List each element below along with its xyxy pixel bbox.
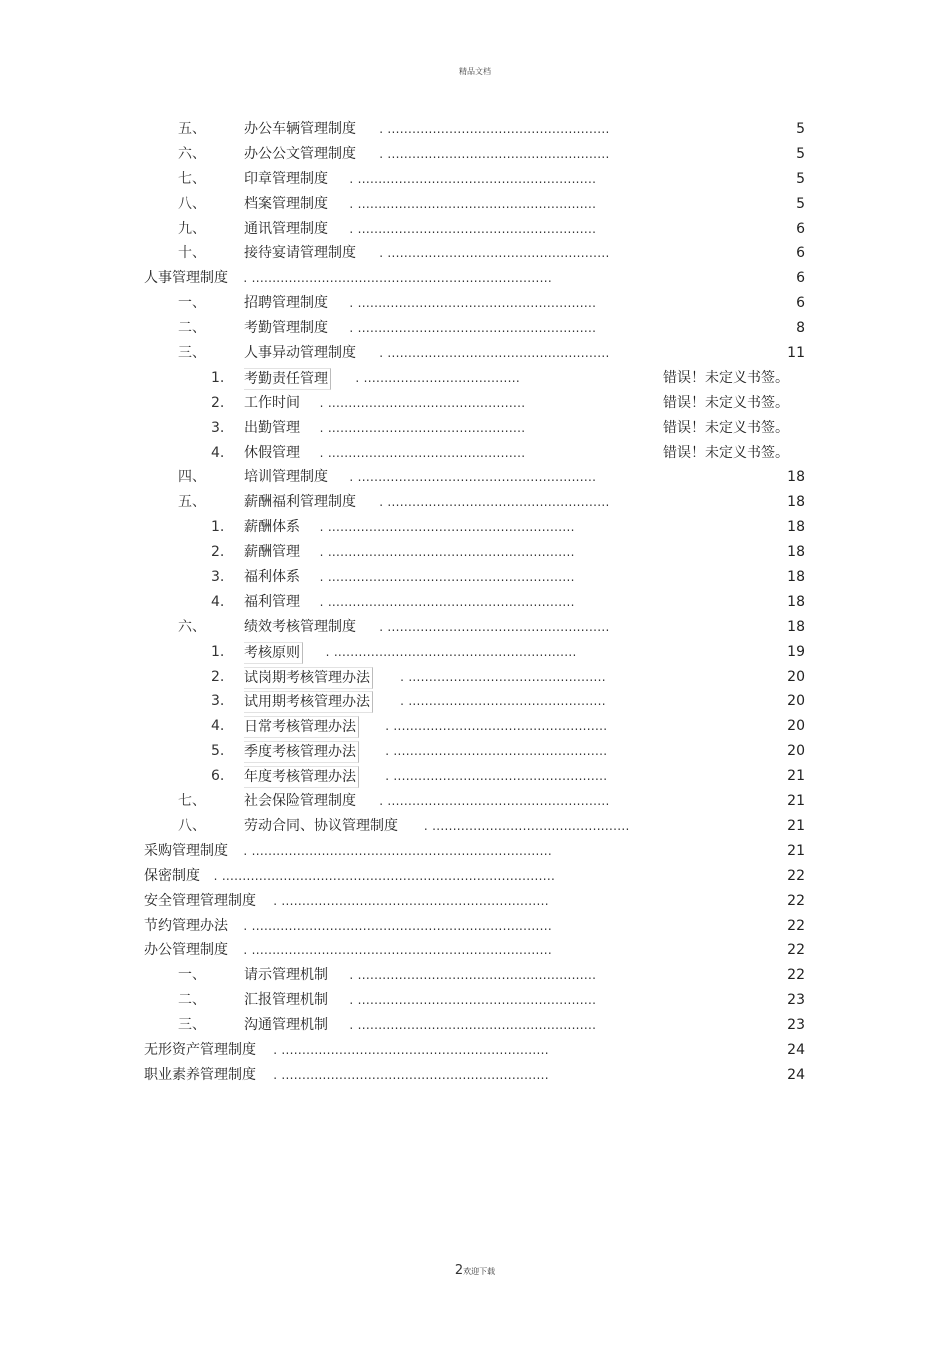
toc-entry[interactable] — [0, 167, 950, 192]
toc-entry[interactable] — [0, 1013, 950, 1038]
toc-entry-title: 薪酬福利管理制度 — [244, 494, 356, 511]
toc-entry-number: 十、 — [178, 245, 206, 262]
toc-leader-dots: . ................................................................. — [273, 893, 549, 908]
toc-entry-title: 福利体系 — [244, 569, 300, 586]
toc-entry[interactable] — [0, 739, 950, 764]
toc-entry-page: 20 — [787, 743, 805, 760]
toc-entry-title: 日常考核管理办法 — [244, 716, 359, 738]
toc-entry[interactable] — [0, 540, 950, 565]
toc-entry-title: 考勤责任管理 — [244, 368, 331, 390]
toc-entry-page: 错误！未定义书签。 — [663, 369, 789, 386]
toc-entry-number: 六、 — [178, 618, 206, 635]
toc-leader-dots: . ...................................................... — [379, 619, 610, 634]
toc-leader-dots: . .................................................... — [385, 744, 608, 759]
toc-entry[interactable] — [0, 938, 950, 963]
toc-entry-number: 九、 — [178, 220, 206, 237]
toc-entry[interactable] — [0, 764, 950, 789]
toc-leader-dots: . ................................................ — [319, 420, 526, 435]
toc-leader-dots: . .......................................................... — [349, 196, 597, 211]
toc-entry[interactable] — [0, 341, 950, 366]
toc-entry-page: 18 — [787, 494, 805, 511]
toc-entry-title: 节约管理办法 — [144, 917, 228, 934]
toc-entry-number: 3. — [211, 419, 225, 436]
toc-entry-title: 年度考核管理办法 — [244, 766, 359, 788]
toc-entry-page: 18 — [787, 544, 805, 561]
toc-entry[interactable] — [0, 814, 950, 839]
toc-entry-title: 试岗期考核管理办法 — [244, 667, 373, 689]
toc-entry-page: 5 — [796, 170, 805, 187]
toc-leader-dots: . .................................................... — [385, 769, 608, 784]
toc-leader-dots: . ......................................................................... — [243, 918, 552, 933]
toc-entry[interactable] — [0, 914, 950, 939]
toc-entry-page: 11 — [787, 345, 805, 362]
toc-entry-number: 三、 — [178, 1017, 206, 1034]
toc-leader-dots: . ...................................................... — [379, 122, 610, 136]
toc-entry-page: 24 — [787, 1041, 805, 1058]
toc-leader-dots: . ...................................................... — [379, 794, 610, 809]
toc-entry[interactable] — [0, 640, 950, 665]
toc-leader-dots: . ................................................ — [319, 445, 526, 460]
toc-entry-page: 22 — [787, 942, 805, 959]
toc-entry-title: 无形资产管理制度 — [144, 1041, 256, 1058]
toc-entry-title: 出勤管理 — [244, 419, 300, 436]
toc-entry[interactable] — [0, 441, 950, 466]
toc-entry-number: 二、 — [178, 992, 206, 1009]
toc-leader-dots: . ...................................................... — [379, 246, 610, 261]
toc-leader-dots: . .......................................................... — [349, 993, 597, 1008]
toc-leader-dots: . ......................................................................... — [243, 271, 552, 286]
toc-entry[interactable] — [0, 217, 950, 242]
toc-entry-page: 18 — [787, 569, 805, 586]
toc-entry[interactable] — [0, 988, 950, 1013]
toc-leader-dots: . ................................................ — [319, 395, 526, 410]
toc-entry-page: 6 — [796, 245, 805, 262]
toc-leader-dots: . .......................................................... — [349, 968, 597, 983]
toc-entry-number: 八、 — [178, 195, 206, 212]
toc-entry-page: 5 — [796, 195, 805, 212]
toc-entry-page: 21 — [787, 793, 805, 810]
toc-entry-page: 19 — [787, 643, 805, 660]
toc-entry[interactable] — [0, 266, 950, 291]
toc-entry-number: 1. — [211, 369, 225, 386]
toc-leader-dots: . .......................................................... — [349, 221, 597, 236]
toc-leader-dots: . ............................................................ — [319, 545, 575, 560]
toc-entry[interactable] — [0, 665, 950, 690]
toc-leader-dots: . ......................................................................... — [243, 843, 552, 858]
toc-entry-title: 人事管理制度 — [144, 270, 228, 287]
toc-entry-page: 18 — [787, 593, 805, 610]
toc-entry-title: 培训管理制度 — [244, 469, 328, 486]
toc-entry-number: 3. — [211, 693, 225, 710]
toc-entry[interactable] — [0, 714, 950, 739]
toc-entry-number: 1. — [211, 519, 225, 536]
toc-entry-title: 办公车辆管理制度 — [244, 121, 356, 137]
toc-entry-page: 错误！未定义书签。 — [663, 394, 789, 411]
toc-entry-page: 错误！未定义书签。 — [663, 444, 789, 461]
toc-entry-title: 考勤管理制度 — [244, 320, 328, 337]
toc-entry-page: 5 — [796, 121, 805, 137]
toc-leader-dots: . ............................................................ — [319, 570, 575, 585]
toc-entry-number: 一、 — [178, 967, 206, 984]
toc-leader-dots: . .......................................................... — [349, 321, 597, 336]
toc-entry[interactable] — [0, 241, 950, 266]
toc-entry-number: 4. — [211, 718, 225, 735]
toc-entry-number: 二、 — [178, 320, 206, 337]
toc-entry-title: 办公公文管理制度 — [244, 145, 356, 162]
toc-entry-number: 1. — [211, 643, 225, 660]
toc-entry-page: 22 — [787, 967, 805, 984]
toc-entry[interactable] — [0, 291, 950, 316]
toc-entry-number: 六、 — [178, 145, 206, 162]
toc-entry-title: 人事异动管理制度 — [244, 345, 356, 362]
toc-entry[interactable] — [0, 142, 950, 167]
toc-entry-title: 绩效考核管理制度 — [244, 618, 356, 635]
toc-entry-page: 24 — [787, 1066, 805, 1083]
toc-entry[interactable] — [0, 1063, 950, 1088]
toc-entry-title: 保密制度 — [144, 867, 200, 884]
toc-entry-title: 档案管理制度 — [244, 195, 328, 212]
toc-entry[interactable] — [0, 565, 950, 590]
toc-entry-number: 5. — [211, 743, 225, 760]
toc-entry-number: 2. — [211, 544, 225, 561]
toc-entry-title: 考核原则 — [244, 642, 303, 664]
toc-leader-dots: . .......................................................... — [349, 171, 597, 186]
page-header: 精品文档 — [459, 67, 491, 76]
toc-entry-number: 七、 — [178, 170, 206, 187]
toc-entry-page: 8 — [796, 320, 805, 337]
toc-entry-title: 印章管理制度 — [244, 170, 328, 187]
toc-entry[interactable] — [0, 689, 950, 714]
toc-entry[interactable] — [0, 889, 950, 914]
toc-entry-title: 休假管理 — [244, 444, 300, 461]
toc-entry[interactable] — [0, 789, 950, 814]
toc-leader-dots: . ...................................... — [355, 370, 520, 385]
toc-entry-title: 接待宴请管理制度 — [244, 245, 356, 262]
toc-entry-page: 21 — [787, 768, 805, 785]
toc-entry-number: 八、 — [178, 817, 206, 834]
toc-leader-dots: . .......................................................... — [349, 296, 597, 311]
toc-entry[interactable] — [0, 316, 950, 341]
toc-entry-number: 3. — [211, 569, 225, 586]
toc-leader-dots: . ...................................................... — [379, 146, 610, 161]
toc-entry-title: 通讯管理制度 — [244, 220, 328, 237]
toc-entry-title: 薪酬管理 — [244, 544, 300, 561]
toc-entry-number: 一、 — [178, 295, 206, 312]
toc-entry-page: 18 — [787, 618, 805, 635]
toc-entry-page: 23 — [787, 992, 805, 1009]
toc-entry-title: 采购管理制度 — [144, 842, 228, 859]
toc-entry-title: 薪酬体系 — [244, 519, 300, 536]
toc-entry-number: 2. — [211, 394, 225, 411]
toc-leader-dots: . .................................................... — [385, 719, 608, 734]
toc-entry[interactable] — [0, 490, 950, 515]
toc-entry[interactable] — [0, 839, 950, 864]
toc-entry-page: 6 — [796, 295, 805, 312]
toc-entry-number: 三、 — [178, 345, 206, 362]
table-of-contents — [0, 117, 950, 1088]
toc-entry[interactable] — [0, 416, 950, 441]
page-number: 2 — [454, 1263, 464, 1278]
toc-entry-number: 五、 — [178, 494, 206, 511]
page-footer — [0, 1259, 950, 1278]
toc-entry-title: 福利管理 — [244, 593, 300, 610]
toc-entry-title: 沟通管理机制 — [244, 1017, 328, 1034]
toc-entry-number: 4. — [211, 593, 225, 610]
toc-entry-page: 21 — [787, 817, 805, 834]
toc-entry-page: 18 — [787, 469, 805, 486]
toc-entry[interactable] — [0, 192, 950, 217]
toc-leader-dots: . .......................................................... — [349, 470, 597, 485]
toc-leader-dots: . ................................................................................. — [213, 868, 556, 883]
toc-leader-dots: . ................................................ — [400, 669, 606, 684]
toc-entry[interactable] — [0, 615, 950, 640]
toc-entry-page: 错误！未定义书签。 — [663, 419, 789, 436]
toc-leader-dots: . ................................................................. — [273, 1067, 549, 1082]
toc-entry-title: 劳动合同、协议管理制度 — [244, 817, 398, 834]
toc-entry-title: 安全管理管理制度 — [144, 892, 256, 909]
toc-entry-page: 20 — [787, 668, 805, 685]
toc-entry-page: 5 — [796, 145, 805, 162]
toc-entry-page: 6 — [796, 220, 805, 237]
toc-entry-number: 七、 — [178, 793, 206, 810]
toc-entry-number: 2. — [211, 668, 225, 685]
toc-entry-page: 23 — [787, 1017, 805, 1034]
toc-entry-title: 办公管理制度 — [144, 942, 228, 959]
toc-entry-page: 22 — [787, 867, 805, 884]
toc-leader-dots: . ........................................................... — [325, 644, 577, 659]
toc-entry-title: 招聘管理制度 — [244, 295, 328, 312]
toc-entry-page: 20 — [787, 718, 805, 735]
toc-entry[interactable] — [0, 465, 950, 490]
toc-leader-dots: . ...................................................... — [379, 346, 610, 361]
toc-entry[interactable] — [0, 590, 950, 615]
toc-entry[interactable] — [0, 515, 950, 540]
toc-entry-page: 22 — [787, 892, 805, 909]
toc-leader-dots: . ................................................................. — [273, 1042, 549, 1057]
toc-leader-dots: . .......................................................... — [349, 1018, 597, 1033]
toc-entry[interactable] — [0, 391, 950, 416]
toc-entry-number: 五、 — [178, 121, 206, 137]
toc-entry-title: 试用期考核管理办法 — [244, 691, 373, 713]
toc-entry-page: 20 — [787, 693, 805, 710]
toc-entry-title: 汇报管理机制 — [244, 992, 328, 1009]
toc-entry-number: 四、 — [178, 469, 206, 486]
toc-leader-dots: . ............................................................ — [319, 520, 575, 535]
toc-entry[interactable] — [0, 963, 950, 988]
toc-entry-title: 季度考核管理办法 — [244, 741, 359, 763]
toc-leader-dots: . ................................................ — [423, 818, 630, 833]
toc-entry-page: 21 — [787, 842, 805, 859]
toc-entry-title: 工作时间 — [244, 394, 300, 411]
toc-entry[interactable] — [0, 864, 950, 889]
toc-leader-dots: . ............................................................ — [319, 594, 575, 609]
toc-entry-page: 6 — [796, 270, 805, 287]
toc-entry-title: 请示管理机制 — [244, 967, 328, 984]
toc-entry[interactable] — [0, 366, 950, 391]
toc-leader-dots: . ......................................................................... — [243, 943, 552, 958]
toc-entry-title: 社会保险管理制度 — [244, 793, 356, 810]
toc-entry-number: 6. — [211, 768, 225, 785]
toc-entry-page: 22 — [787, 917, 805, 934]
toc-leader-dots: . ................................................ — [400, 694, 606, 709]
toc-entry-title: 职业素养管理制度 — [144, 1066, 256, 1083]
toc-leader-dots: . ...................................................... — [379, 495, 610, 510]
toc-entry[interactable] — [0, 1038, 950, 1063]
toc-entry[interactable] — [0, 117, 950, 142]
toc-entry-number: 4. — [211, 444, 225, 461]
toc-entry-page: 18 — [787, 519, 805, 536]
footer-text: 欢迎下载 — [463, 1267, 496, 1276]
